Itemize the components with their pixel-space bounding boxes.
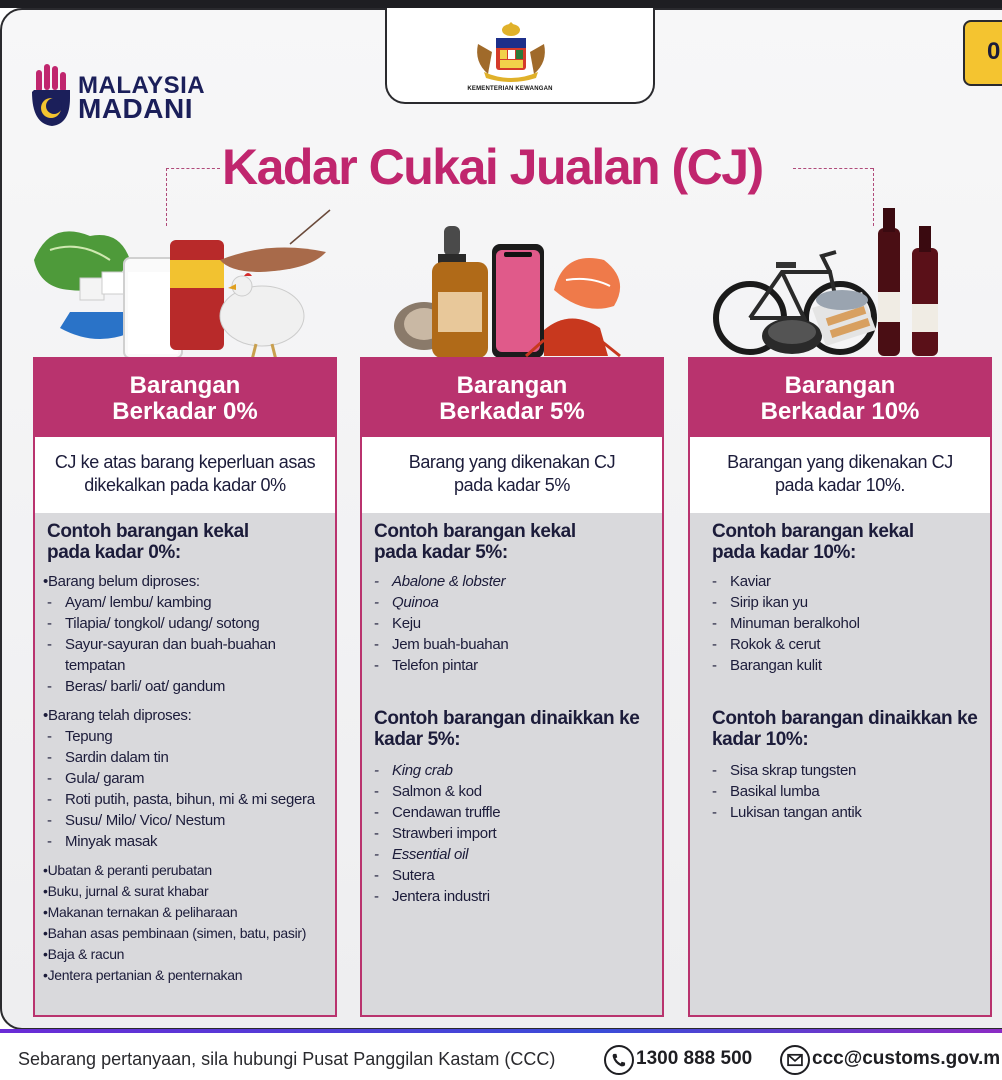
crest-icon	[470, 22, 552, 82]
list-item: - Minyak masak	[43, 831, 325, 852]
malaysia-madani-logo	[30, 64, 230, 130]
list-item: - Telefon pintar	[370, 655, 652, 676]
mid-rate-goods-illustration	[394, 200, 644, 360]
phone-icon	[604, 1045, 634, 1075]
madani-hand-icon	[30, 64, 74, 130]
rate-5-description: Barang yang dikenakan CJ pada kadar 5%	[362, 437, 662, 513]
high-rate-goods-illustration	[712, 200, 1002, 360]
rate-5-section2-title: Contoh barangan dinaikkan ke kadar 5%:	[374, 708, 640, 750]
rate-10-header-line1: Barangan	[784, 372, 896, 399]
list-item: • Jentera pertanian & penternakan	[43, 965, 325, 986]
list-item: • Ubatan & peranti perubatan	[43, 860, 325, 881]
list-item: - Sutera	[370, 865, 652, 886]
list-item: - Quinoa	[370, 592, 652, 613]
list-item: - Susu/ Milo/ Vico/ Nestum	[43, 810, 325, 831]
list-item: • Bahan asas pembinaan (simen, batu, pasir)	[43, 923, 325, 944]
phone-number[interactable]: 1300 888 500	[636, 1048, 753, 1069]
rate-0-section-title: Contoh barangan kekal pada kadar 0%:	[47, 521, 249, 563]
list-item: • Buku, jurnal & surat khabar	[43, 881, 325, 902]
list-item: - Rokok & cerut	[708, 634, 980, 655]
brand-line-2: MADANI	[78, 93, 193, 124]
list-item: - Abalone & lobster	[370, 571, 652, 592]
title-connector-right	[793, 168, 873, 169]
title-connector-left	[166, 168, 220, 169]
list-item: - Beras/ barli/ oat/ gandum	[43, 676, 325, 697]
rate-0-header-line1: Barangan	[129, 372, 241, 399]
rate-10-card	[688, 357, 992, 1017]
rate-0-header	[35, 359, 335, 437]
list-item: - Tepung	[43, 726, 325, 747]
rate-0-body	[35, 513, 335, 986]
list-item: - Kaviar	[708, 571, 980, 592]
corner-badge: 0	[963, 20, 1002, 86]
list-item: - Sardin dalam tin	[43, 747, 325, 768]
list-item: - Roti putih, pasta, bihun, mi & mi segera	[43, 789, 325, 810]
list-item: - Salmon & kod	[370, 781, 652, 802]
list-item: - Cendawan truffle	[370, 802, 652, 823]
list-item: - Minuman beralkohol	[708, 613, 980, 634]
rate-5-header-line1: Barangan	[456, 372, 568, 399]
list-item: - Tilapia/ tongkol/ udang/ sotong	[43, 613, 325, 634]
page-title: Kadar Cukai Jualan (CJ)	[222, 139, 763, 195]
list-item: - Barangan kulit	[708, 655, 980, 676]
rate-0-card	[33, 357, 337, 1017]
list-item: - Ayam/ lembu/ kambing	[43, 592, 325, 613]
brand-line-1: MALAYSIA	[78, 72, 206, 99]
list-item: - Jem buah-buahan	[370, 634, 652, 655]
rate-10-section1-title: Contoh barangan kekal pada kadar 10%:	[712, 521, 914, 563]
list-item: - Sirip ikan yu	[708, 592, 980, 613]
list-item: - King crab	[370, 760, 652, 781]
rate-5-header	[362, 359, 662, 437]
basic-goods-illustration	[30, 200, 340, 360]
list-item: - Basikal lumba	[708, 781, 980, 802]
rate-5-header-line2: Berkadar 5%	[439, 398, 585, 425]
list-item: - Jentera industri	[370, 886, 652, 907]
list-item: - Sayur-sayuran dan buah-buahan tempatan	[43, 634, 308, 676]
top-strip	[0, 0, 1002, 8]
rate-10-header	[690, 359, 990, 437]
list-item: - Keju	[370, 613, 652, 634]
rate-10-description: Barangan yang dikenakan CJ pada kadar 10%.	[690, 437, 990, 513]
rate-5-body	[362, 513, 662, 907]
footer	[0, 1033, 1002, 1080]
list-item: • Baja & racun	[43, 944, 325, 965]
email-address[interactable]: ccc@customs.gov.m	[812, 1048, 1001, 1069]
list-item: • Makanan ternakan & peliharaan	[43, 902, 325, 923]
rate-0-group1-title: • Barang belum diproses:	[43, 571, 325, 592]
rate-5-card	[360, 357, 664, 1017]
rate-0-description: CJ ke atas barang keperluan asas dikekalkan pada kadar 0%	[35, 437, 335, 513]
list-item: - Strawberi import	[370, 823, 652, 844]
rate-5-section1-title: Contoh barangan kekal pada kadar 5%:	[374, 521, 576, 563]
list-item: - Gula/ garam	[43, 768, 325, 789]
rate-10-body	[690, 513, 990, 823]
list-item: - Lukisan tangan antik	[708, 802, 980, 823]
rate-10-section2-title: Contoh barangan dinaikkan ke kadar 10%:	[712, 708, 978, 750]
ministry-label: KEMENTERIAN KEWANGAN	[467, 86, 553, 92]
list-item: - Sisa skrap tungsten	[708, 760, 980, 781]
list-item: - Essential oil	[370, 844, 652, 865]
rate-0-header-line2: Berkadar 0%	[112, 398, 258, 425]
email-icon	[780, 1045, 810, 1075]
footer-text: Sebarang pertanyaan, sila hubungi Pusat Panggilan Kastam (CCC)	[18, 1049, 556, 1069]
rate-10-header-line2: Berkadar 10%	[760, 398, 920, 425]
rate-0-group2-title: • Barang telah diproses:	[43, 705, 325, 726]
